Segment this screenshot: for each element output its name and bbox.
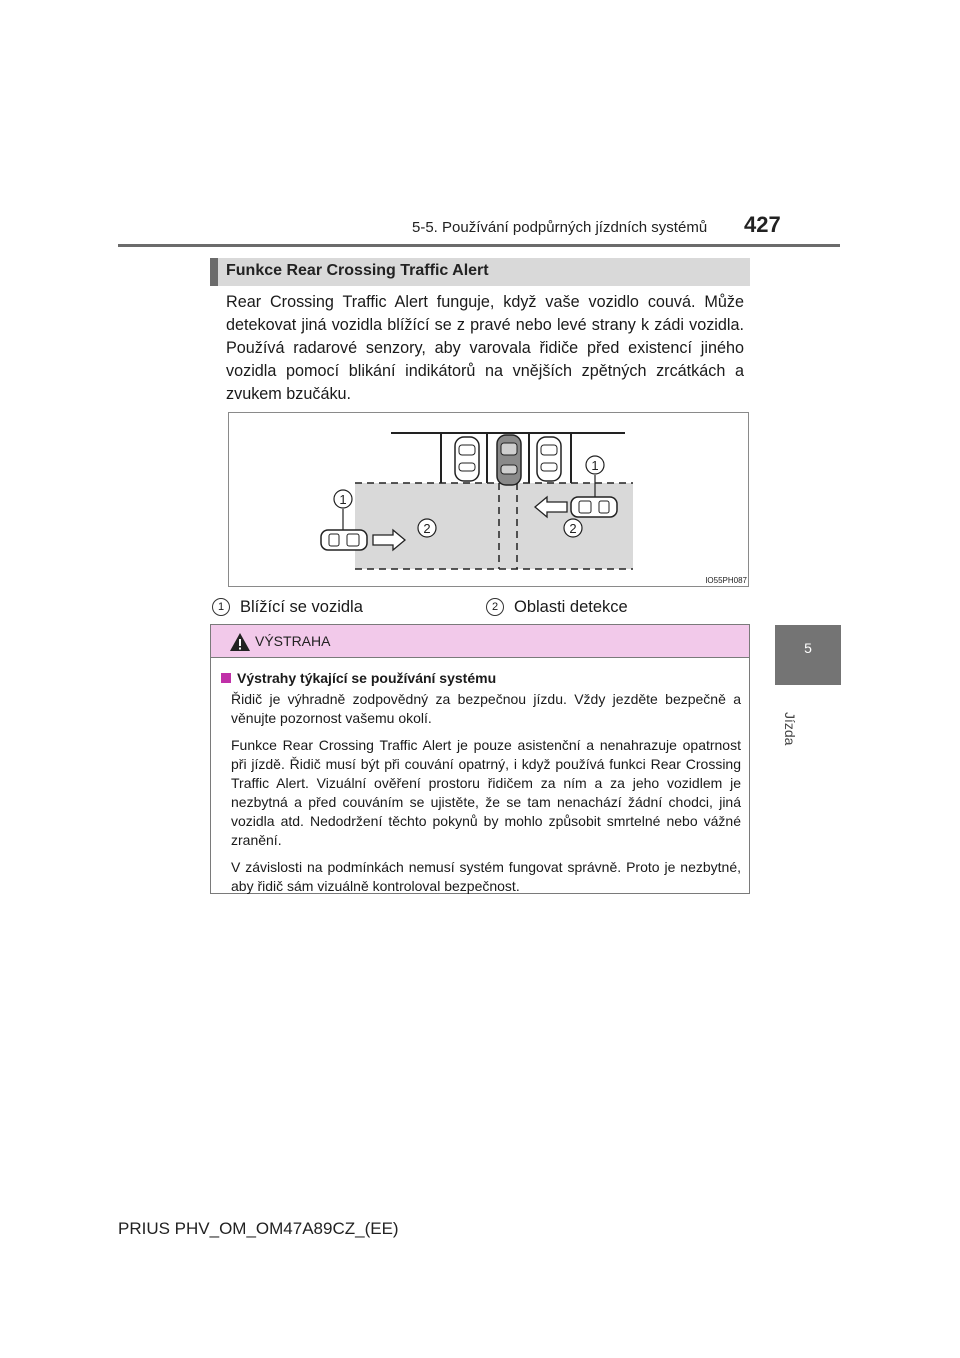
callout-2-left [418, 519, 436, 537]
own-vehicle [497, 435, 521, 485]
warning-title: VÝSTRAHA [255, 633, 331, 649]
legend-item-1 [212, 598, 363, 617]
image-code: IO55PH087 [705, 576, 747, 585]
section-title: Funkce Rear Crossing Traffic Alert [226, 262, 489, 279]
intro-paragraph: Rear Crossing Traffic Alert funguje, když vaše vozidlo couvá. Může detekovat jiná vozidla blížící se z pravé nebo levé strany k zádi vozidla. Používá radarové senzory, aby varovala řidiče před existencí jiného vozidla pomocí blikání indikátorů na vnějších zpětných zrcátkách a zvukem bzučáku. [226, 293, 744, 403]
section-heading [210, 258, 750, 286]
svg-text:2: 2 [423, 521, 431, 536]
chapter-label-text: Jízda [782, 712, 798, 746]
warning-paragraph: Řidič je výhradně zodpovědný za bezpečnou jízdu. Vždy jezděte bezpečně a věnujte pozornost vašemu okolí. [231, 691, 741, 726]
legend-num: 2 [486, 598, 504, 616]
approaching-vehicle-right [571, 497, 617, 517]
footer-doc-code: PRIUS PHV_OM_OM47A89CZ_(EE) [118, 1219, 399, 1238]
chapter-label [782, 712, 804, 772]
callout-1-left [334, 490, 352, 530]
section-heading-bar [210, 258, 218, 286]
warning-subheading: Výstrahy týkající se používání systému [221, 669, 741, 688]
legend-label: Oblasti detekce [514, 598, 628, 616]
warning-paragraph: V závislosti na podmínkách nemusí systém fungovat správně. Proto je nezbytné, aby řidič sám vizuálně kontroloval bezpečnost. [231, 859, 741, 894]
chapter-number: 5 [804, 640, 812, 656]
warning-box [210, 624, 750, 894]
parked-car-right [537, 437, 561, 481]
rcta-diagram-svg [229, 413, 748, 586]
header-rule [118, 244, 840, 247]
legend-num: 1 [212, 598, 230, 616]
warning-triangle-icon [229, 632, 251, 652]
page-number: 427 [744, 212, 781, 237]
rcta-diagram [228, 412, 749, 587]
approaching-vehicle-left [321, 530, 367, 550]
warning-body [221, 669, 741, 904]
warning-paragraph: Funkce Rear Crossing Traffic Alert je pouze asistenční a nenahrazuje opatrnost při jízdě. Řidič musí být při couvání opatrný, i když používá funkci Rear Crossing Traffic Alert. Vizuální ověření prostoru řidičem za ním a za jeho vozidlem je nezbytná a před couváním se ujistěte, že se tam nenachází žádní chodci, jiná vozidla atd. Nedodržení těchto pokynů by mohlo způsobit smrtelné nebo vážné zranění. [231, 737, 741, 848]
svg-text:1: 1 [591, 458, 599, 473]
legend-label: Blížící se vozidla [240, 598, 363, 616]
svg-text:2: 2 [569, 521, 577, 536]
bullet-square-icon [221, 673, 231, 683]
parked-car-left [455, 437, 479, 481]
running-header-section: 5-5. Používání podpůrných jízdních systémů [412, 219, 708, 236]
callout-2-right [564, 519, 582, 537]
legend-item-2 [486, 598, 628, 617]
svg-text:1: 1 [339, 492, 347, 507]
warning-header [211, 625, 749, 658]
